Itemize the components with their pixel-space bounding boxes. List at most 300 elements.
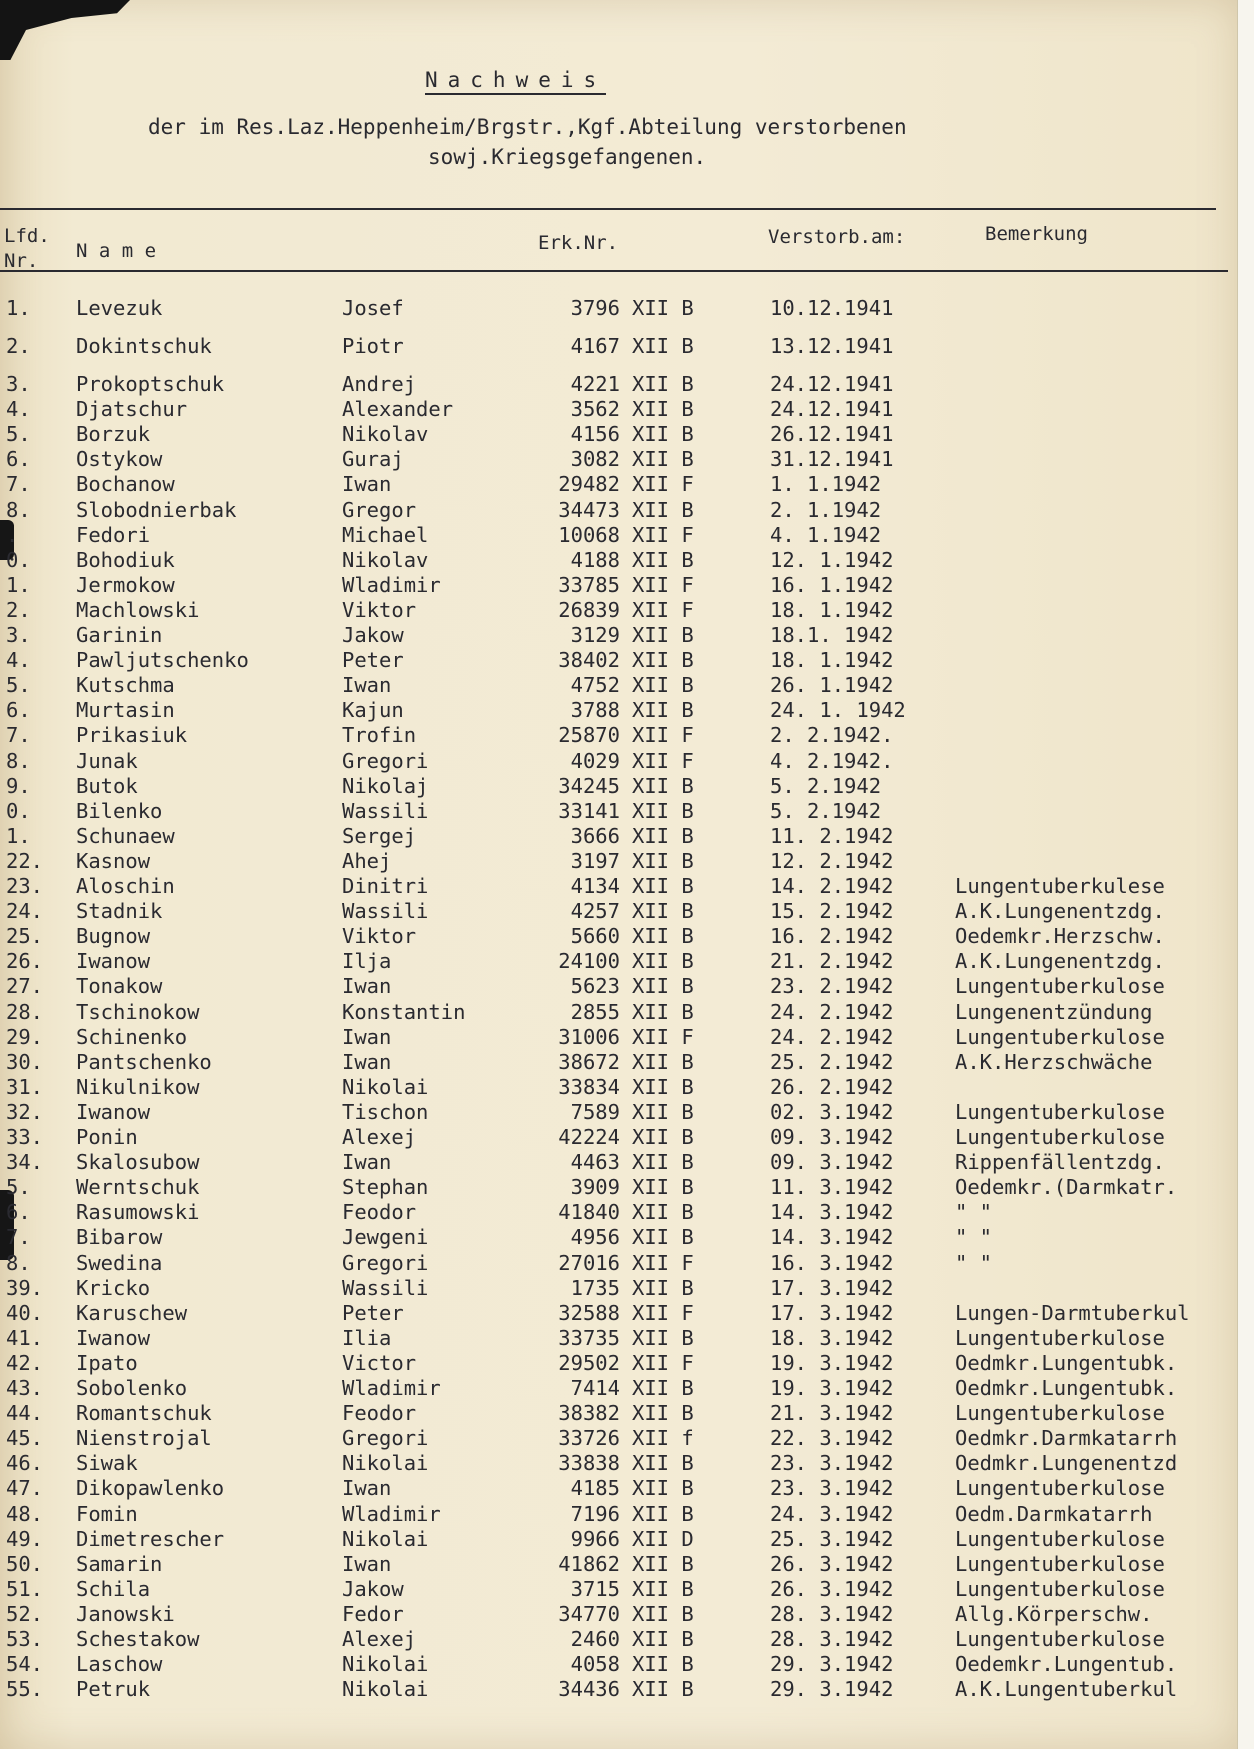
row-erk-nr: 3909 (570, 1175, 620, 1200)
row-remark: Lungentuberkulose (955, 1401, 1165, 1426)
row-number: 28. (6, 999, 44, 1024)
table-row (0, 1476, 1238, 1501)
row-first-name: Alexander (342, 397, 454, 422)
row-surname: Samarin (76, 1551, 163, 1576)
row-surname: Junak (76, 748, 138, 773)
row-remark: A.K.Lungentuberkul (955, 1677, 1178, 1702)
row-surname: Petruk (76, 1677, 151, 1702)
row-camp: XII B (632, 1451, 694, 1476)
row-erk-nr: 4058 (570, 1652, 620, 1677)
row-erk-nr: 4156 (570, 422, 620, 447)
row-death-date: 24.12.1941 (770, 372, 894, 396)
row-first-name: Nikolai (342, 1451, 429, 1476)
row-surname: Kricko (76, 1275, 151, 1300)
row-death-date: 26. 1.1942 (770, 673, 894, 698)
row-first-name: Gregori (342, 1250, 429, 1275)
row-number: 8. (6, 748, 31, 773)
row-number: 55. (6, 1677, 44, 1702)
row-death-date: 11. 2.1942 (770, 823, 894, 848)
row-death-date: 18. 1.1942 (770, 597, 894, 622)
row-first-name: Peter (342, 648, 404, 673)
table-row (0, 1025, 1238, 1050)
table-row (0, 334, 1238, 359)
table-row (0, 974, 1238, 999)
row-number: 48. (6, 1501, 44, 1526)
table-row (0, 1426, 1238, 1451)
row-number: 4. (6, 397, 31, 422)
row-erk-nr: 3562 (570, 397, 620, 422)
row-erk-nr: 38402 (558, 648, 620, 673)
row-first-name: Stephan (342, 1175, 429, 1200)
table-row (0, 296, 1238, 321)
row-camp: XII B (632, 547, 694, 572)
row-erk-nr: 41840 (558, 1200, 620, 1225)
table-row (0, 1552, 1238, 1577)
row-death-date: 24. 2.1942 (770, 999, 894, 1024)
row-erk-nr: 5623 (570, 974, 620, 999)
row-camp: XII B (632, 1376, 694, 1400)
row-number: 1. (6, 823, 31, 848)
row-death-date: 22. 3.1942 (770, 1426, 894, 1451)
row-surname: Laschow (76, 1652, 163, 1677)
row-death-date: 31.12.1941 (770, 447, 894, 472)
row-number: 6. (6, 698, 31, 723)
table-row (0, 397, 1238, 422)
row-number: 49. (6, 1526, 44, 1551)
row-death-date: 17. 3.1942 (770, 1275, 894, 1300)
row-death-date: 02. 3.1942 (770, 1099, 894, 1124)
row-erk-nr: 3666 (570, 823, 620, 848)
row-camp: XII B (632, 1225, 694, 1250)
row-surname: Aloschin (76, 874, 175, 898)
row-first-name: Iwan (342, 1476, 392, 1501)
row-first-name: Nikolai (342, 1677, 429, 1702)
row-camp: XII B (632, 1476, 694, 1501)
row-first-name: Konstantin (342, 999, 466, 1024)
table-row (0, 824, 1238, 849)
row-death-date: 1. 1.1942 (770, 472, 882, 497)
row-surname: Tschinokow (76, 999, 200, 1024)
table-row (0, 498, 1238, 523)
table-row (0, 924, 1238, 949)
row-surname: Ostykow (76, 447, 163, 472)
row-death-date: 2. 2.1942. (770, 723, 894, 748)
row-number: 51. (6, 1576, 44, 1601)
row-number: 5. (6, 1175, 31, 1200)
row-camp: XII B (632, 623, 694, 647)
row-remark: Lungentuberkulose (955, 974, 1165, 999)
row-number: 7. (6, 472, 31, 497)
table-row (0, 849, 1238, 874)
row-surname: Garinin (76, 623, 163, 647)
row-first-name: Wladimir (342, 1376, 441, 1400)
row-surname: Schunaew (76, 823, 175, 848)
row-first-name: Andrej (342, 372, 417, 396)
row-number: 2. (6, 334, 31, 358)
row-death-date: 14. 3.1942 (770, 1200, 894, 1225)
row-death-date: 21. 2.1942 (770, 949, 894, 974)
row-number: 40. (6, 1300, 44, 1325)
row-remark: Lungentuberkulese (955, 874, 1165, 898)
row-number: 9. (6, 773, 31, 798)
row-number: 0. (6, 798, 31, 823)
row-first-name: Iwan (342, 1024, 392, 1049)
row-death-date: 12. 1.1942 (770, 547, 894, 572)
row-first-name: Nikolav (342, 547, 429, 572)
row-death-date: 26. 3.1942 (770, 1551, 894, 1576)
row-surname: Kutschma (76, 673, 175, 698)
row-erk-nr: 3082 (570, 447, 620, 472)
row-erk-nr: 4463 (570, 1150, 620, 1175)
row-surname: Sobolenko (76, 1376, 188, 1400)
row-erk-nr: 29482 (558, 472, 620, 497)
row-death-date: 5. 2.1942 (770, 773, 882, 798)
row-camp: XII B (632, 397, 694, 422)
row-surname: Nikulnikow (76, 1074, 200, 1099)
row-death-date: 19. 3.1942 (770, 1350, 894, 1375)
row-number: 8. (6, 1250, 31, 1275)
row-death-date: 18.1. 1942 (770, 623, 894, 647)
row-camp: XII B (632, 1275, 694, 1300)
row-first-name: Nikolai (342, 1652, 429, 1677)
row-erk-nr: 7196 (570, 1501, 620, 1526)
row-surname: Siwak (76, 1451, 138, 1476)
row-first-name: Tischon (342, 1099, 429, 1124)
row-erk-nr: 42224 (558, 1125, 620, 1149)
row-remark: Lungentuberkulose (955, 1125, 1165, 1149)
table-row (0, 1502, 1238, 1527)
row-surname: Djatschur (76, 397, 188, 422)
row-surname: Stadnik (76, 899, 163, 924)
row-first-name: Iwan (342, 1049, 392, 1074)
row-surname: Bilenko (76, 798, 163, 823)
row-remark: " " (955, 1225, 993, 1250)
row-remark: Allg.Körperschw. (955, 1601, 1153, 1626)
table-row (0, 1326, 1238, 1351)
row-death-date: 11. 3.1942 (770, 1175, 894, 1200)
row-surname: Bochanow (76, 472, 175, 497)
row-surname: Fedori (76, 522, 151, 547)
row-death-date: 12. 2.1942 (770, 848, 894, 873)
row-erk-nr: 32588 (558, 1300, 620, 1325)
row-camp: XII B (632, 1401, 694, 1426)
table-row (0, 1200, 1238, 1225)
row-number: 22. (6, 848, 44, 873)
row-number: 42. (6, 1350, 44, 1375)
row-surname: Ipato (76, 1350, 138, 1375)
row-remark: Oedmkr.Lungenentzd (955, 1451, 1178, 1476)
row-surname: Bohodiuk (76, 547, 175, 572)
row-remark: Lungentuberkulose (955, 1551, 1165, 1576)
row-surname: Ponin (76, 1125, 138, 1149)
table-row (0, 1577, 1238, 1602)
row-first-name: Dinitri (342, 874, 429, 898)
row-camp: XII B (632, 1677, 694, 1702)
row-death-date: 14. 2.1942 (770, 874, 894, 898)
row-first-name: Trofin (342, 723, 417, 748)
row-first-name: Feodor (342, 1401, 417, 1426)
row-number: 29. (6, 1024, 44, 1049)
row-camp: XII F (632, 1250, 694, 1275)
row-number: 6. (6, 447, 31, 472)
row-camp: XII B (632, 1200, 694, 1225)
row-surname: Karuschew (76, 1300, 188, 1325)
header-remark: Bemerkung (985, 223, 1088, 245)
row-death-date: 4. 2.1942. (770, 748, 894, 773)
row-remark: Lungentuberkulose (955, 1526, 1165, 1551)
row-first-name: Gregori (342, 1426, 429, 1451)
row-surname: Iwanow (76, 1099, 151, 1124)
row-number: 43. (6, 1376, 44, 1400)
row-erk-nr: 38672 (558, 1049, 620, 1074)
document-subtitle-line2: sowj.Kriegsgefangenen. (428, 145, 707, 169)
row-erk-nr: 38382 (558, 1401, 620, 1426)
row-death-date: 09. 3.1942 (770, 1125, 894, 1149)
row-number: 45. (6, 1426, 44, 1451)
row-erk-nr: 5660 (570, 924, 620, 949)
row-erk-nr: 33785 (558, 572, 620, 597)
row-number: 2. (6, 597, 31, 622)
row-camp: XII B (632, 296, 694, 320)
table-row (0, 623, 1238, 648)
row-erk-nr: 33838 (558, 1451, 620, 1476)
page-edge (1237, 0, 1254, 1749)
document-subtitle-line1: der im Res.Laz.Heppenheim/Brgstr.,Kgf.Abteilung verstorbenen (148, 115, 907, 139)
row-erk-nr: 4185 (570, 1476, 620, 1501)
row-first-name: Ilia (342, 1325, 392, 1350)
row-first-name: Wladimir (342, 1501, 441, 1526)
row-erk-nr: 4956 (570, 1225, 620, 1250)
row-remark: Lungenentzündung (955, 999, 1153, 1024)
row-death-date: 24. 2.1942 (770, 1024, 894, 1049)
row-surname: Tonakow (76, 974, 163, 999)
row-first-name: Peter (342, 1300, 404, 1325)
row-first-name: Victor (342, 1350, 417, 1375)
row-first-name: Viktor (342, 924, 417, 949)
row-remark: Lungen-Darmtuberkul (955, 1300, 1190, 1325)
row-first-name: Wladimir (342, 572, 441, 597)
row-surname: Prikasiuk (76, 723, 188, 748)
row-number: 3. (6, 372, 31, 396)
row-surname: Pantschenko (76, 1049, 212, 1074)
row-number: 39. (6, 1275, 44, 1300)
row-first-name: Guraj (342, 447, 404, 472)
row-surname: Jermokow (76, 572, 175, 597)
row-death-date: 25. 3.1942 (770, 1526, 894, 1551)
table-row (0, 1527, 1238, 1552)
header-erk-nr: Erk.Nr. (538, 232, 619, 254)
row-first-name: Feodor (342, 1200, 417, 1225)
row-surname: Machlowski (76, 597, 200, 622)
row-surname: Nienstrojal (76, 1426, 212, 1451)
row-number: 23. (6, 874, 44, 898)
document-title: Nachweis (425, 68, 606, 95)
row-remark: Oedemkr.(Darmkatr. (955, 1175, 1178, 1200)
row-death-date: 24.12.1941 (770, 397, 894, 422)
row-death-date: 2. 1.1942 (770, 497, 882, 522)
row-erk-nr: 34436 (558, 1677, 620, 1702)
table-row (0, 1150, 1238, 1175)
row-camp: XII F (632, 1024, 694, 1049)
row-first-name: Alexej (342, 1125, 417, 1149)
row-number: 44. (6, 1401, 44, 1426)
row-erk-nr: 27016 (558, 1250, 620, 1275)
row-erk-nr: 2460 (570, 1627, 620, 1651)
table-row (0, 648, 1238, 673)
row-camp: XII B (632, 1175, 694, 1200)
row-first-name: Kajun (342, 698, 404, 723)
row-camp: XII B (632, 999, 694, 1024)
table-row (0, 1225, 1238, 1250)
row-surname: Butok (76, 773, 138, 798)
row-first-name: Gregori (342, 748, 429, 773)
row-first-name: Alexej (342, 1627, 417, 1651)
row-camp: XII F (632, 723, 694, 748)
header-bottom-rule (0, 270, 1228, 272)
row-first-name: Nikolav (342, 422, 429, 447)
row-erk-nr: 7414 (570, 1376, 620, 1400)
table-row (0, 899, 1238, 924)
row-remark: Lungentuberkulose (955, 1627, 1165, 1651)
row-remark: Rippenfällentzdg. (955, 1150, 1165, 1175)
row-first-name: Jewgeni (342, 1225, 429, 1250)
row-number: 27. (6, 974, 44, 999)
row-camp: XII F (632, 572, 694, 597)
row-first-name: Viktor (342, 597, 417, 622)
row-erk-nr: 4257 (570, 899, 620, 924)
table-row (0, 1627, 1238, 1652)
row-number: 41. (6, 1325, 44, 1350)
row-first-name: Iwan (342, 1150, 392, 1175)
row-death-date: 5. 2.1942 (770, 798, 882, 823)
row-death-date: 09. 3.1942 (770, 1150, 894, 1175)
row-erk-nr: 34245 (558, 773, 620, 798)
row-surname: Borzuk (76, 422, 151, 447)
row-camp: XII B (632, 1501, 694, 1526)
row-number: 8. (6, 497, 31, 522)
row-surname: Iwanow (76, 1325, 151, 1350)
row-first-name: Fedor (342, 1601, 404, 1626)
table-row (0, 548, 1238, 573)
row-erk-nr: 2855 (570, 999, 620, 1024)
table-row (0, 673, 1238, 698)
row-surname: Bugnow (76, 924, 151, 949)
row-remark: Lungentuberkulose (955, 1576, 1165, 1601)
row-camp: XII F (632, 1300, 694, 1325)
row-erk-nr: 33726 (558, 1426, 620, 1451)
row-number: 47. (6, 1476, 44, 1501)
row-remark: A.K.Lungenentzdg. (955, 899, 1165, 924)
row-camp: XII F (632, 1350, 694, 1375)
row-surname: Swedina (76, 1250, 163, 1275)
row-camp: XII F (632, 522, 694, 547)
row-death-date: 23. 3.1942 (770, 1451, 894, 1476)
row-death-date: 17. 3.1942 (770, 1300, 894, 1325)
table-row (0, 1125, 1238, 1150)
row-remark: Oedm.Darmkatarrh (955, 1501, 1153, 1526)
row-death-date: 26. 2.1942 (770, 1074, 894, 1099)
row-erk-nr: 4752 (570, 673, 620, 698)
row-number: 52. (6, 1601, 44, 1626)
row-camp: XII B (632, 447, 694, 472)
row-death-date: 23. 2.1942 (770, 974, 894, 999)
row-erk-nr: 3129 (570, 623, 620, 647)
row-death-date: 14. 3.1942 (770, 1225, 894, 1250)
row-camp: XII B (632, 1551, 694, 1576)
row-surname: Fomin (76, 1501, 138, 1526)
row-death-date: 16. 1.1942 (770, 572, 894, 597)
row-camp: XII F (632, 472, 694, 497)
row-camp: XII f (632, 1426, 694, 1451)
row-camp: XII B (632, 1627, 694, 1651)
row-remark: Oedmkr.Darmkatarrh (955, 1426, 1178, 1451)
row-camp: XII B (632, 698, 694, 723)
row-first-name: Wassili (342, 1275, 429, 1300)
row-camp: XII B (632, 1150, 694, 1175)
row-camp: XII B (632, 974, 694, 999)
row-number: 5. (6, 673, 31, 698)
header-nr: Nr. (4, 250, 39, 272)
row-camp: XII B (632, 1049, 694, 1074)
row-number: 50. (6, 1551, 44, 1576)
table-row (0, 472, 1238, 497)
row-death-date: 4. 1.1942 (770, 522, 882, 547)
row-camp: XII B (632, 798, 694, 823)
table-row (0, 1401, 1238, 1426)
table-row (0, 723, 1238, 748)
row-erk-nr: 33141 (558, 798, 620, 823)
row-remark: A.K.Herzschwäche (955, 1049, 1153, 1074)
table-row (0, 1351, 1238, 1376)
row-death-date: 28. 3.1942 (770, 1601, 894, 1626)
row-erk-nr: 33735 (558, 1325, 620, 1350)
row-remark: " " (955, 1200, 993, 1225)
row-camp: XII B (632, 497, 694, 522)
table-row (0, 598, 1238, 623)
row-death-date: 23. 3.1942 (770, 1476, 894, 1501)
row-camp: XII B (632, 648, 694, 673)
row-camp: XII F (632, 748, 694, 773)
row-erk-nr: 34473 (558, 497, 620, 522)
row-erk-nr: 4188 (570, 547, 620, 572)
row-surname: Janowski (76, 1601, 175, 1626)
table-row (0, 1376, 1238, 1401)
row-camp: XII B (632, 334, 694, 358)
row-camp: XII B (632, 823, 694, 848)
row-number: 1. (6, 296, 31, 320)
row-first-name: Iwan (342, 974, 392, 999)
row-first-name: Ilja (342, 949, 392, 974)
row-camp: XII B (632, 848, 694, 873)
header-died: Verstorb.am: (768, 226, 906, 248)
row-erk-nr: 3197 (570, 848, 620, 873)
row-number: 26. (6, 949, 44, 974)
row-camp: XII B (632, 874, 694, 898)
row-surname: Werntschuk (76, 1175, 200, 1200)
row-remark: Oedmkr.Lungentubk. (955, 1376, 1178, 1400)
row-remark: A.K.Lungenentzdg. (955, 949, 1165, 974)
row-remark: Oedemkr.Lungentub. (955, 1652, 1178, 1677)
table-row (0, 372, 1238, 397)
row-erk-nr: 4029 (570, 748, 620, 773)
header-lfd: Lfd. (4, 225, 50, 247)
row-death-date: 16. 2.1942 (770, 924, 894, 949)
row-camp: XII B (632, 372, 694, 396)
row-first-name: Nikolaj (342, 773, 429, 798)
row-death-date: 21. 3.1942 (770, 1401, 894, 1426)
row-number: 30. (6, 1049, 44, 1074)
row-death-date: 15. 2.1942 (770, 899, 894, 924)
